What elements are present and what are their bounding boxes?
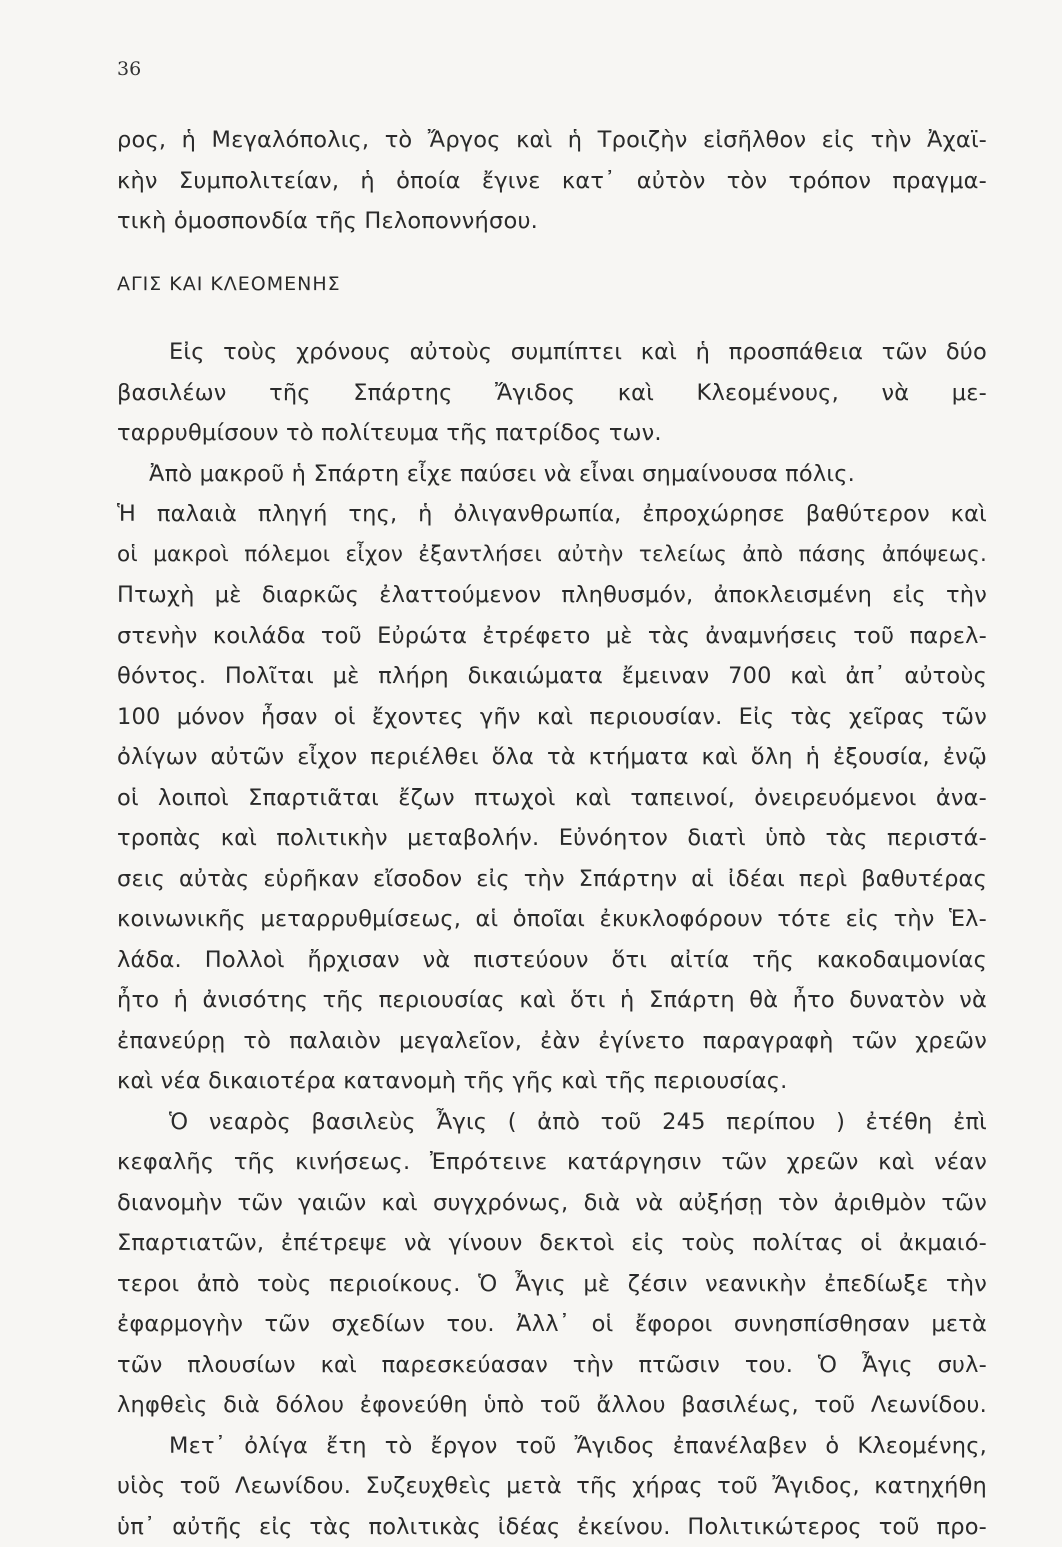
text-line: κὴν Συμπολιτείαν, ἡ ὁποία ἔγινε κατ᾿ αὐτὸν τὸν τρόπον πραγμα- bbox=[117, 161, 987, 202]
text-line: Μετ᾿ ὀλίγα ἔτη τὸ ἔργον τοῦ Ἄγιδος ἐπανέλαβεν ὁ Κλεομένης, bbox=[117, 1426, 987, 1467]
text-line: ὀλίγων αὐτῶν εἶχον περιέλθει ὅλα τὰ κτήματα καὶ ὅλη ἡ ἐξουσία, ἐνῷ bbox=[117, 737, 987, 778]
text-line: ρος, ἡ Μεγαλόπολις, τὸ Ἄργος καὶ ἡ Τροιζὴν εἰσῆλθον εἰς τὴν Ἀχαϊ- bbox=[117, 120, 987, 161]
text-line: υἱὸς τοῦ Λεωνίδου. Συζευχθεὶς μετὰ τῆς χήρας τοῦ Ἄγιδος, κατηχήθη bbox=[117, 1466, 987, 1507]
text-line: ὑπ᾿ αὐτῆς εἰς τὰς πολιτικὰς ἰδέας ἐκείνου. Πολιτικώτερος τοῦ προ- bbox=[117, 1507, 987, 1547]
text-line: καὶ νέα δικαιοτέρα κατανομὴ τῆς γῆς καὶ τῆς περιουσίας. bbox=[117, 1061, 987, 1102]
text-line: 100 μόνον ἦσαν οἱ ἔχοντες γῆν καὶ περιουσίαν. Εἰς τὰς χεῖρας τῶν bbox=[117, 697, 987, 738]
text-line: Ὁ νεαρὸς βασιλεὺς Ἆγις ( ἀπὸ τοῦ 245 περίπου ) ἐτέθη ἐπὶ bbox=[117, 1102, 987, 1143]
text-line: τροπὰς καὶ πολιτικὴν μεταβολήν. Εὐνόητον διατὶ ὑπὸ τὰς περιστά- bbox=[117, 818, 987, 859]
text-line: ἐφαρμογὴν τῶν σχεδίων του. Ἀλλ᾿ οἱ ἔφοροι συνησπίσθησαν μετὰ bbox=[117, 1304, 987, 1345]
text-line: κοινωνικῆς μεταρρυθμίσεως, αἱ ὁποῖαι ἐκυκλοφόρουν τότε εἰς τὴν Ἑλ- bbox=[117, 899, 987, 940]
intro-paragraph bbox=[117, 120, 987, 242]
text-line: τεροι ἀπὸ τοὺς περιοίκους. Ὁ Ἆγις μὲ ζέσιν νεανικὴν ἐπεδίωξε τὴν bbox=[117, 1264, 987, 1305]
text-line: Ἡ παλαιὰ πληγή της, ἡ ὀλιγανθρωπία, ἐπροχώρησε βαθύτερον καὶ bbox=[117, 494, 987, 535]
text-line: ἐπανεύρῃ τὸ παλαιὸν μεγαλεῖον, ἐὰν ἐγίνετο παραγραφὴ τῶν χρεῶν bbox=[117, 1021, 987, 1062]
text-line: βασιλέων τῆς Σπάρτης Ἄγιδος καὶ Κλεομένους, νὰ με- bbox=[117, 373, 987, 414]
text-line: κεφαλῆς τῆς κινήσεως. Ἐπρότεινε κατάργησιν τῶν χρεῶν καὶ νέαν bbox=[117, 1142, 987, 1183]
text-line: ἦτο ἡ ἀνισότης τῆς περιουσίας καὶ ὅτι ἡ Σπάρτη θὰ ἦτο δυνατὸν νὰ bbox=[117, 980, 987, 1021]
text-line: Εἰς τοὺς χρόνους αὐτοὺς συμπίπτει καὶ ἡ προσπάθεια τῶν δύο bbox=[117, 332, 987, 373]
text-line: τῶν πλουσίων καὶ παρεσκεύασαν τὴν πτῶσιν του. Ὁ Ἆγις συλ- bbox=[117, 1345, 987, 1386]
text-line: Πτωχὴ μὲ διαρκῶς ἐλαττούμενον πληθυσμόν, ἀποκλεισμένη εἰς τὴν bbox=[117, 575, 987, 616]
text-line: τικὴ ὁμοσπονδία τῆς Πελοποννήσου. bbox=[117, 201, 987, 242]
text-line: Σπαρτιατῶν, ἐπέτρεψε νὰ γίνουν δεκτοὶ εἰς τοὺς πολίτας οἱ ἀκμαιό- bbox=[117, 1223, 987, 1264]
text-line: λάδα. Πολλοὶ ἤρχισαν νὰ πιστεύουν ὅτι αἰτία τῆς κακοδαιμονίας bbox=[117, 940, 987, 981]
text-line: ταρρυθμίσουν τὸ πολίτευμα τῆς πατρίδος των. bbox=[117, 413, 987, 454]
text-line: διανομὴν τῶν γαιῶν καὶ συγχρόνως, διὰ νὰ αὐξήσῃ τὸν ἀριθμὸν τῶν bbox=[117, 1183, 987, 1224]
text-line: ληφθεὶς διὰ δόλου ἐφονεύθη ὑπὸ τοῦ ἄλλου βασιλέως, τοῦ Λεωνίδου. bbox=[117, 1385, 987, 1426]
text-line: θόντος. Πολῖται μὲ πλήρη δικαιώματα ἔμειναν 700 καὶ ἀπ᾿ αὐτοὺς bbox=[117, 656, 987, 697]
text-line: οἱ λοιποὶ Σπαρτιᾶται ἔζων πτωχοὶ καὶ ταπεινοί, ὀνειρευόμενοι ἀνα- bbox=[117, 778, 987, 819]
body-text bbox=[117, 332, 987, 1547]
text-line: στενὴν κοιλάδα τοῦ Εὐρώτα ἐτρέφετο μὲ τὰς ἀναμνήσεις τοῦ παρελ- bbox=[117, 616, 987, 657]
text-line: οἱ μακροὶ πόλεμοι εἶχον ἐξαντλήσει αὐτὴν τελείως ἀπὸ πάσης ἀπόψεως. bbox=[117, 535, 987, 576]
text-line: Ἀπὸ μακροῦ ἡ Σπάρτη εἶχε παύσει νὰ εἶναι σημαίνουσα πόλις. bbox=[117, 454, 987, 495]
page-number: 36 bbox=[117, 58, 141, 80]
section-heading: ΑΓΙΣ ΚΑΙ ΚΛΕΟΜΕΝΗΣ bbox=[117, 273, 341, 295]
text-line: σεις αὐτὰς εὑρῆκαν εἴσοδον εἰς τὴν Σπάρτην αἱ ἰδέαι περὶ βαθυτέρας bbox=[117, 859, 987, 900]
